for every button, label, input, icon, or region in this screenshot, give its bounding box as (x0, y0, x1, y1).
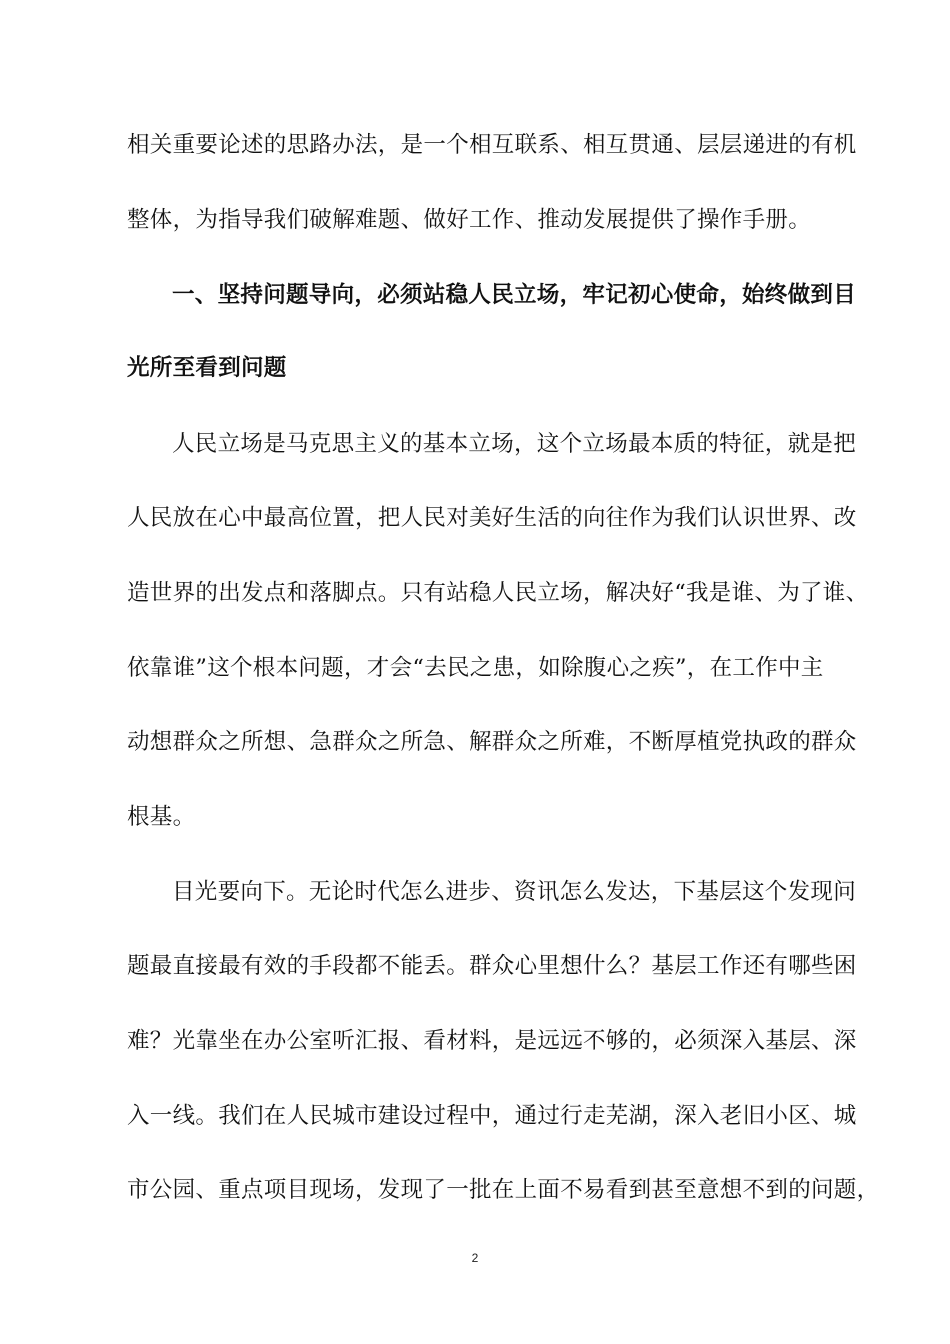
paragraph-line: 整体，为指导我们破解难题、做好工作、推动发展提供了操作手册。 (127, 207, 812, 233)
paragraph-line: 根基。 (127, 804, 196, 830)
paragraph-line: 难？光靠坐在办公室听汇报、看材料，是远远不够的，必须深入基层、深 (127, 1028, 857, 1054)
paragraph-line: 动想群众之所想、急群众之所急、解群众之所难，不断厚植党执政的群众 (127, 729, 857, 755)
paragraph-line: 依靠谁”这个根本问题，才会“去民之患，如除腹心之疾”，在工作中主 (127, 655, 824, 681)
paragraph-line: 人民放在心中最高位置，把人民对美好生活的向往作为我们认识世界、改 (127, 505, 857, 531)
section-heading-line: 一、坚持问题导向，必须站稳人民立场，牢记初心使命，始终做到目 (172, 282, 857, 308)
paragraph-line: 相关重要论述的思路办法，是一个相互联系、相互贯通、层层递进的有机 (127, 132, 857, 158)
section-heading-line: 光所至看到问题 (127, 355, 287, 381)
page-number: 2 (471, 1251, 479, 1265)
paragraph-line: 造世界的出发点和落脚点。只有站稳人民立场，解决好“我是谁、为了谁、 (127, 580, 869, 606)
paragraph-line: 人民立场是马克思主义的基本立场，这个立场最本质的特征，就是把 (172, 431, 857, 457)
paragraph-line: 目光要向下。无论时代怎么进步、资讯怎么发达，下基层这个发现问 (172, 879, 857, 905)
paragraph-line: 题最直接最有效的手段都不能丢。群众心里想什么？基层工作还有哪些困 (127, 953, 857, 979)
paragraph-line: 入一线。我们在人民城市建设过程中，通过行走芜湖，深入老旧小区、城 (127, 1103, 857, 1129)
paragraph-line: 市公园、重点项目现场，发现了一批在上面不易看到甚至意想不到的问题， (127, 1177, 880, 1203)
